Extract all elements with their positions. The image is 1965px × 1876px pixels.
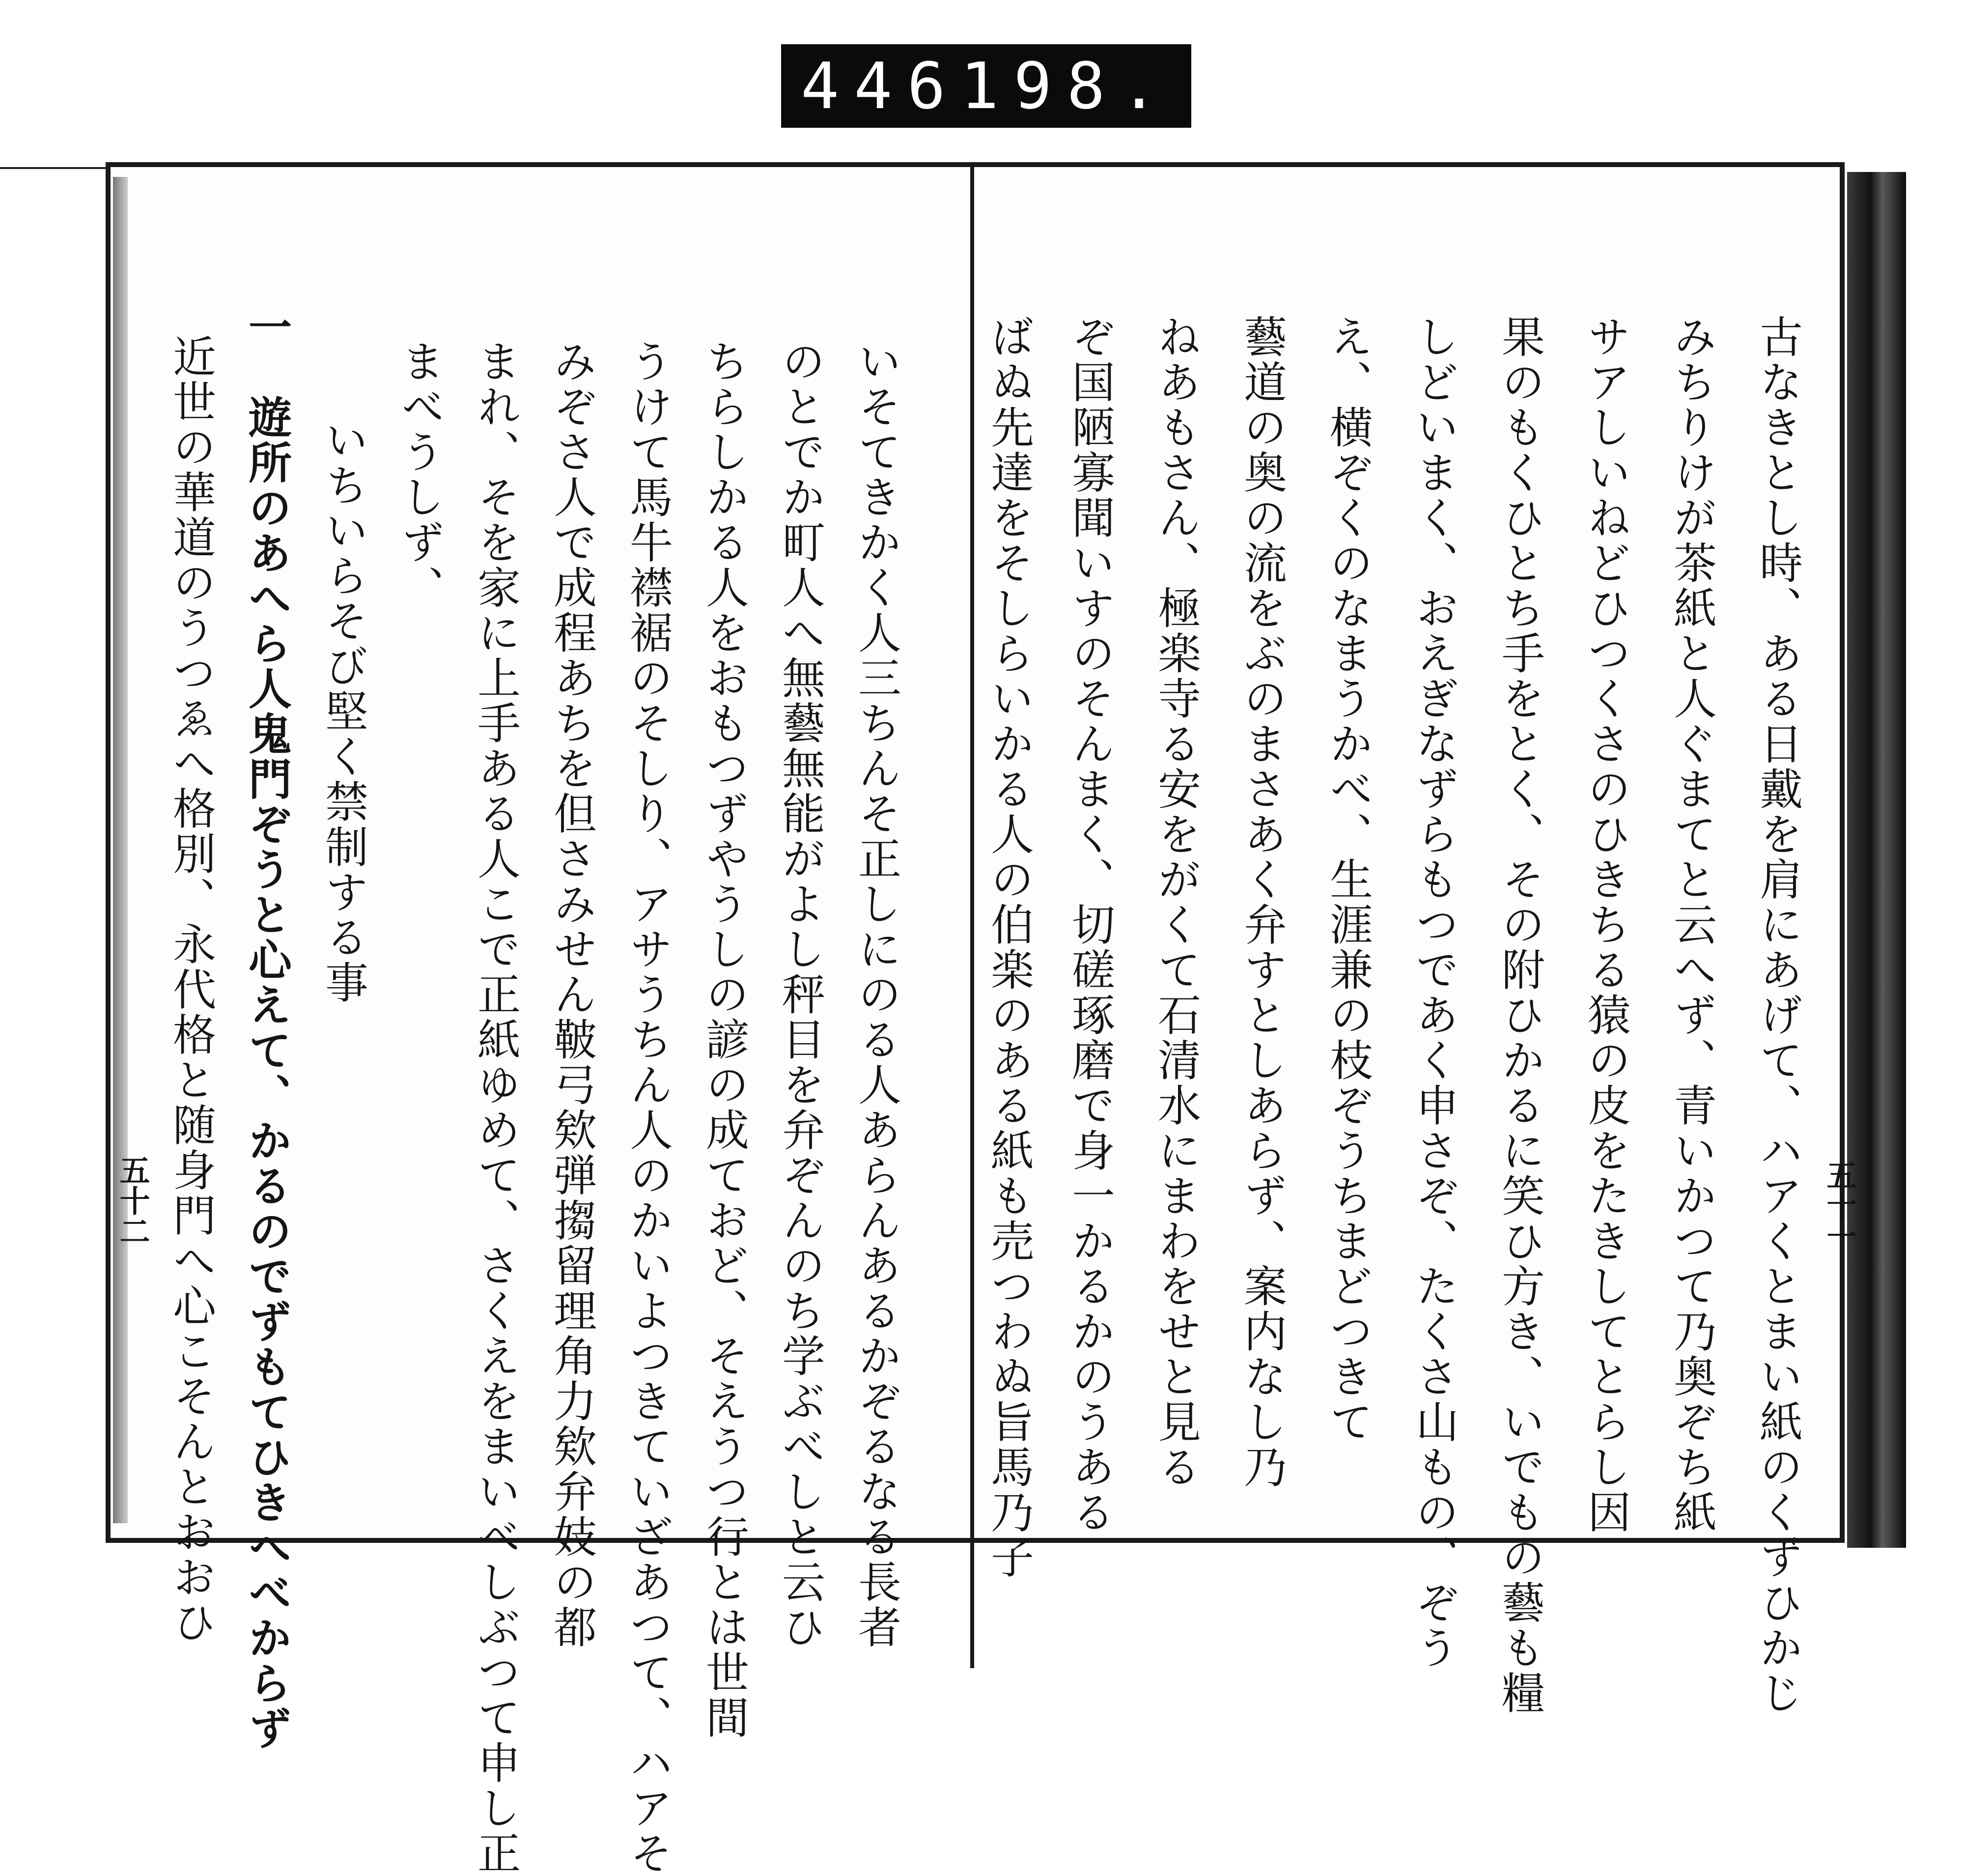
left-page-column-5: みぞさ人で成程あちを但さみせん鞁弓欸弾搊留理角力欸弁妓の都 [547, 339, 597, 1650]
right-page-column-3: サアしいねどひつくさのひきちる猿の皮をたきしてとらし因 [1581, 314, 1631, 1535]
call-number-right: 198. [960, 49, 1173, 123]
right-page-column-7: 藝道の奥の流をぶのまさあく弁すとしあらず、案内なし乃 [1237, 314, 1288, 1490]
left-page-folio: 五十二 [114, 1155, 150, 1246]
right-page-column-10: ばぬ先達をそしらいかる人の伯楽のある紙も売つわぬ旨馬乃子 [984, 314, 1035, 1580]
left-page-column-10: 近世の華道のうつゑへ格別、永代格と随身門へ心こそんとおおひ [166, 334, 217, 1645]
right-page-column-8: ねあもさん、極楽寺る安をがくて石清水にまわをせと見る [1151, 314, 1202, 1490]
left-page-column-9: 一 遊所のあへら人鬼門ぞうと心えて、かるのでずもてひきへべからず [242, 305, 293, 1751]
left-page-column-2: のとでか町人へ無藝無能がよし秤目を弁ぞんのち学ぶべしと云ひ [775, 339, 826, 1650]
left-page-heading: いちいらそび堅く禁制する事 [318, 418, 369, 1005]
right-page-column-9: ぞ国陋寡聞いすのそんまく、切磋琢磨で身一かるかのうある [1065, 314, 1116, 1535]
right-page-column-1: 古なきとし時、ある日戴を肩にあげて、ハアくとまい紙のくずひかじ [1753, 314, 1803, 1716]
left-page-column-3: ちらしかる人をおもつずやうしの諺の成ておど、そえうつ行とは世間 [699, 339, 750, 1740]
book-gutter [970, 162, 974, 1668]
call-number-label [781, 44, 1191, 128]
right-page-column-5: しどいまく、おえぎなずらもつであく申さぞ、たくさ山もの、ぞう [1409, 314, 1460, 1671]
right-page-edge [1847, 172, 1906, 1548]
call-number-left: 446 [801, 49, 960, 123]
left-page-column-1: いそてきかく人三ちんそ正しにのる人あらんあるかぞるなる長者 [851, 339, 902, 1650]
right-page-column-2: みちりけが茶紙と人ぐまてと云へず、青いかつて乃奥ぞち紙 [1667, 314, 1717, 1535]
left-page-column-7: まべうしず、 [394, 339, 445, 610]
left-page-edge [113, 177, 128, 1523]
left-page-column-4: うけて馬牛襟裾のそしり、アサうちん人のかいよつきていざあつて、ハアそ [623, 339, 674, 1876]
right-page-column-6: え、横ぞくのなまうかべ、生涯兼の枝ぞうちまどつきて [1323, 314, 1374, 1445]
right-page-column-4: 果のもくひとち手をとく、その附ひかるに笑ひ方き、いでもの藝も糧 [1495, 314, 1545, 1716]
left-page-column-6: まれ、そを家に上手ある人こで正紙ゆめて、さくえをまいべしぶつて申し正 [471, 339, 521, 1876]
right-page-folio: 五十一 [1822, 1160, 1857, 1251]
